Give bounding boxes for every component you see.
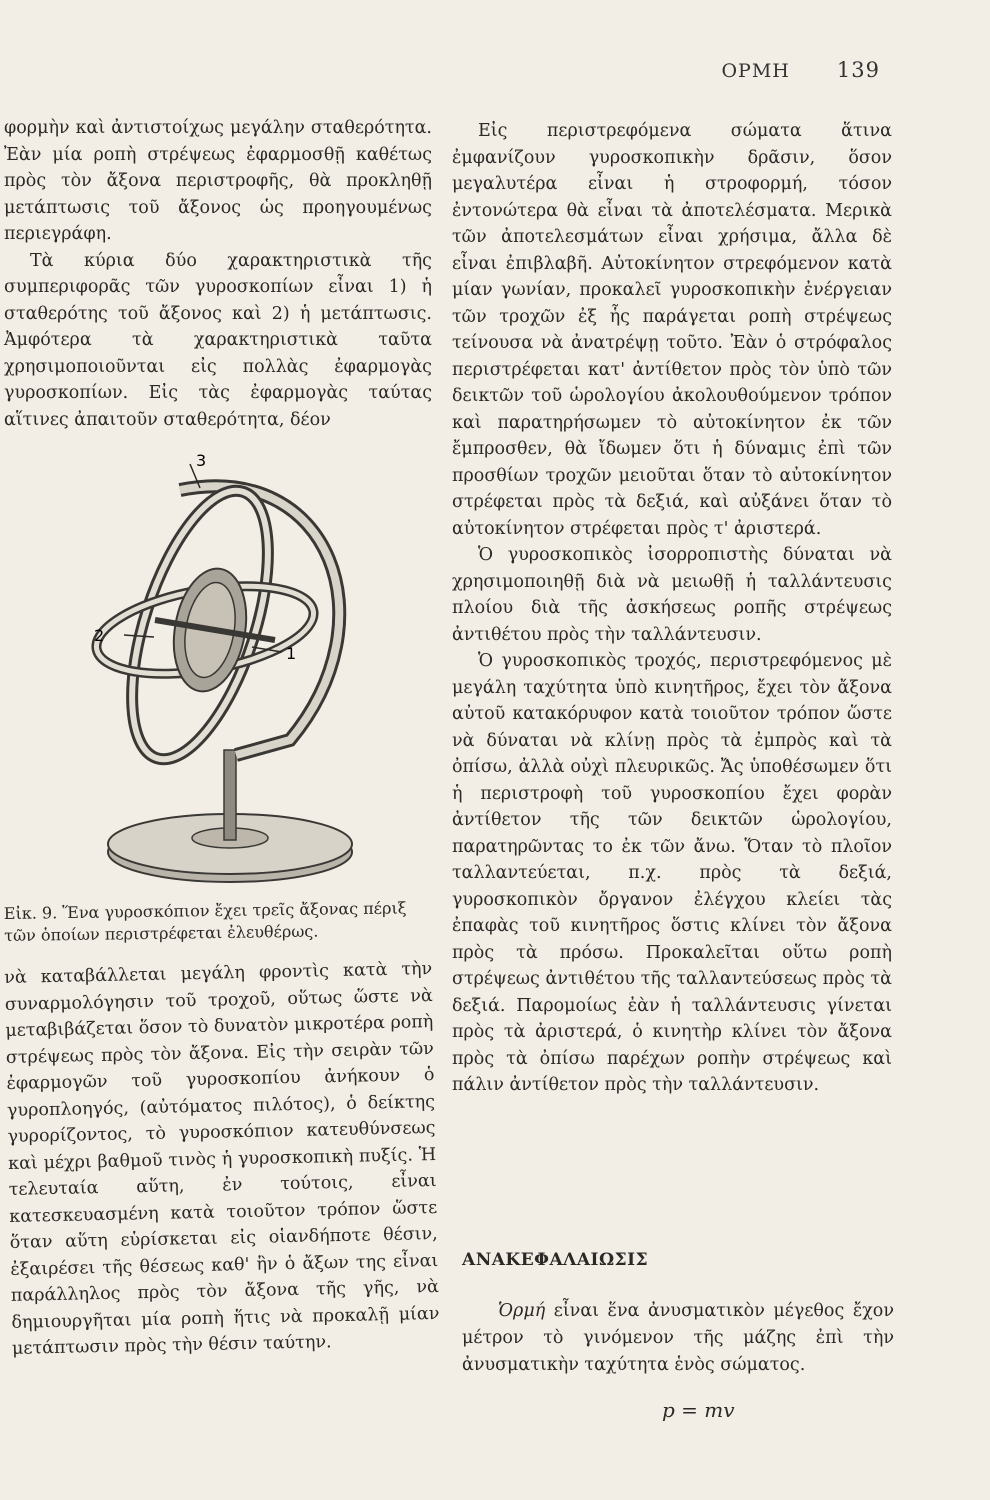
section-title: ΑΝΑΚΕΦΑΛΑΙΩΣΙΣ	[462, 1250, 649, 1270]
left-column-bottom	[4, 956, 440, 1362]
figure-label-1: 1	[286, 644, 297, 663]
paragraph: Τὰ κύρια δύο χαρακτηριστικὰ τῆς συμπεριφορᾶς τῶν γυροσκοπίων εἶναι 1) ἡ σταθερότης τοῦ ἄξονος καὶ 2) ἡ μετάπτωσις. Ἀμφότερα τὰ χαρακτηριστικὰ ταῦτα χρησιμοποιοῦνται εἰς πολλὰς ἐφαρμογὰς γυροσκοπίων. Εἰς τὰς ἐφαρμογὰς ταύτας αἵτινες ἀπαιτοῦν σταθερότητα, δέον	[4, 250, 432, 430]
summary-block	[462, 1298, 894, 1379]
page-header	[721, 58, 880, 82]
paragraph: νὰ καταβάλλεται μεγάλη φροντὶς κατὰ τὴν συναρμολόγησιν τοῦ τροχοῦ, οὕτως ὥστε νὰ μεταβιβάζεται ὅσον τὸ δυνατὸν μικροτέρα ροπὴ στρέψεως πρὸς τὸν ἄξονα. Εἰς τὴν σειρὰν τῶν ἐφαρμογῶν τοῦ γυροσκοπίου ἀνήκουν ὁ γυροπλοηγός, (αὐτόματος πιλότος), ὁ δείκτης γυρορίζοντος, τὸ γυροσκόπιον κατευθύνσεως καὶ μέχρι βαθμοῦ τινὸς ἡ γυροσκοπικὴ πυξίς. Ἡ τελευταία αὕτη, ἐν τούτοις, εἶναι κατεσκευασμένη κατὰ τοιοῦτον τρόπον ὥστε ὅταν αὕτη εὑρίσκεται εἰς οἱανδήποτε θέσιν, ἐξαιρέσει τῆς θέσεως καθ' ἣν ὁ ἄξων της εἶναι παράλληλος πρὸς τὸν ἄξονα τῆς γῆς, νὰ δημιουργῆται μία ροπὴ ἥτις νὰ προκαλῇ μίαν μετάπτωσιν πρὸς τὴν θέσιν ταύτην.	[4, 959, 440, 1359]
paragraph: Ὁ γυροσκοπικὸς τροχός, περιστρεφόμενος μὲ μεγάλη ταχύτητα ὑπὸ κινητῆρος, ἔχει τὸν ἄξονα αὐτοῦ κατακόρυφον κατὰ τοιοῦτον τρόπον ὥστε νὰ δύναται νὰ κλίνῃ πρὸς τὰ ἐμπρὸς καὶ τὰ ὀπίσω, ἀλλὰ οὐχὶ πλευρικῶς. Ἄς ὑποθέσωμεν ὅτι ἡ περιστροφὴ τοῦ γυροσκοπίου ἔχει φορὰν ἀντίθετον τῆς τῶν δεικτῶν ὡρολογίου, παρατηρῶντας το ἐκ τῶν ἄνω. Ὅταν τὸ πλοῖον ταλλαντεύεται, π.χ. πρὸς τὰ δεξιά, γυροσκοπικὸν ὄργανον ἐλέγχου κλείει τὰς ἐπαφὰς τοῦ κινητῆρος ὅστις κλίνει τὸν ἄξονα πρὸς τὰ πρόσω. Προκαλεῖται οὕτω ροπὴ στρέψεως ἀντιθέτου τῆς ταλλαντεύσεως πρὸς τὰ δεξιά. Παρομοίως ἐὰν ἡ ταλλάντευσις γίνεται πρὸς τὰ ἀριστερά, ὁ κινητὴρ κλίνει τὸν ἄξονα πρὸς τὰ ὀπίσω παρέχων ροπὴν στρέψεως καὶ πάλιν ἀντίθετον πρὸς τὴν ταλλάντευσιν.	[452, 651, 892, 1095]
summary-text: εἶναι ἕνα ἀνυσματικὸν μέγεθος ἔχον μέτρον τὸ γινόμενον τῆς μάζης ἐπὶ τὴν ἀνυσματικὴν ταχύτητα ἑνὸς σώματος.	[462, 1301, 894, 1375]
figure-caption: Εἰκ. 9. Ἕνα γυροσκόπιον ἔχει τρεῖς ἄξονας πέριξ τῶν ὁποίων περιστρέφεται ἐλευθέρως.	[3, 898, 407, 945]
summary-term: Ὁρμή	[498, 1301, 546, 1321]
gyroscope-figure	[60, 450, 420, 900]
figure-label-2: 2	[94, 626, 105, 645]
figure-label-3: 3	[196, 451, 207, 470]
paragraph: Εἰς περιστρεφόμενα σώματα ἅτινα ἐμφανίζουν γυροσκοπικὴν δρᾶσιν, ὅσον μεγαλυτέρα εἶναι ἡ στροφορμή, τόσον ἐντονώτερα θὰ εἶναι τὰ ἀποτελέσματα. Μερικὰ τῶν ἀποτελεσμάτων εἶναι χρήσιμα, ἄλλα δὲ εἶναι ἐπιβλαβῆ. Αὐτοκίνητον στρεφόμενον κατὰ μίαν γωνίαν, προκαλεῖ γυροσκοπικὴν ἐνέργειαν τῶν τροχῶν ἐξ ἧς παράγεται ροπὴ στρέψεως τείνουσα νὰ ἀνατρέψῃ τοῦτο. Ἐὰν ὁ στρόφαλος περιστρέφεται κατ' ἀντίθετον πρὸς τὸν ὑπὸ τῶν δεικτῶν τοῦ ὡρολογίου ἀκολουθούμενον τρόπον καὶ παρατηρήσωμεν τὸ αὐτοκίνητον ἐκ τῶν ἔμπροσθεν, θὰ ἴδωμεν ὅτι ἡ δύναμις ἐπὶ τῶν προσθίων τροχῶν μειοῦται ὅταν τὸ αὐτοκίνητον στρέφεται πρὸς τὰ δεξιά, καὶ αὐξάνει ὅταν τὸ αὐτοκίνητον στρέφεται πρὸς τ' ἀριστερά.	[452, 121, 892, 539]
paragraph: Ὁ γυροσκοπικὸς ἰσορροπιστὴς δύναται νὰ χρησιμοποιηθῇ διὰ νὰ μειωθῇ ἡ ταλλάντευσις πλοίου διὰ τῆς ἀσκήσεως ροπῆς στρέψεως ἀντιθέτου πρὸς τὴν ταλλάντευσιν.	[452, 545, 892, 645]
right-column	[452, 118, 892, 1099]
left-column-top	[4, 115, 432, 433]
momentum-formula: p = mv	[662, 1398, 735, 1422]
page-number: 139	[836, 58, 880, 82]
running-title: ΟΡΜΗ	[721, 60, 790, 82]
paragraph: φορμὴν καὶ ἀντιστοίχως μεγάλην σταθερότητα. Ἐὰν μία ροπὴ στρέψεως ἐφαρμοσθῇ καθέτως πρὸς τὸν ἄξονα περιστροφῆς, θὰ προκληθῇ μετάπτωσις τοῦ ἄξονος ὡς προηγουμένως περιεγράφη.	[4, 118, 432, 244]
summary-paragraph	[462, 1298, 894, 1379]
